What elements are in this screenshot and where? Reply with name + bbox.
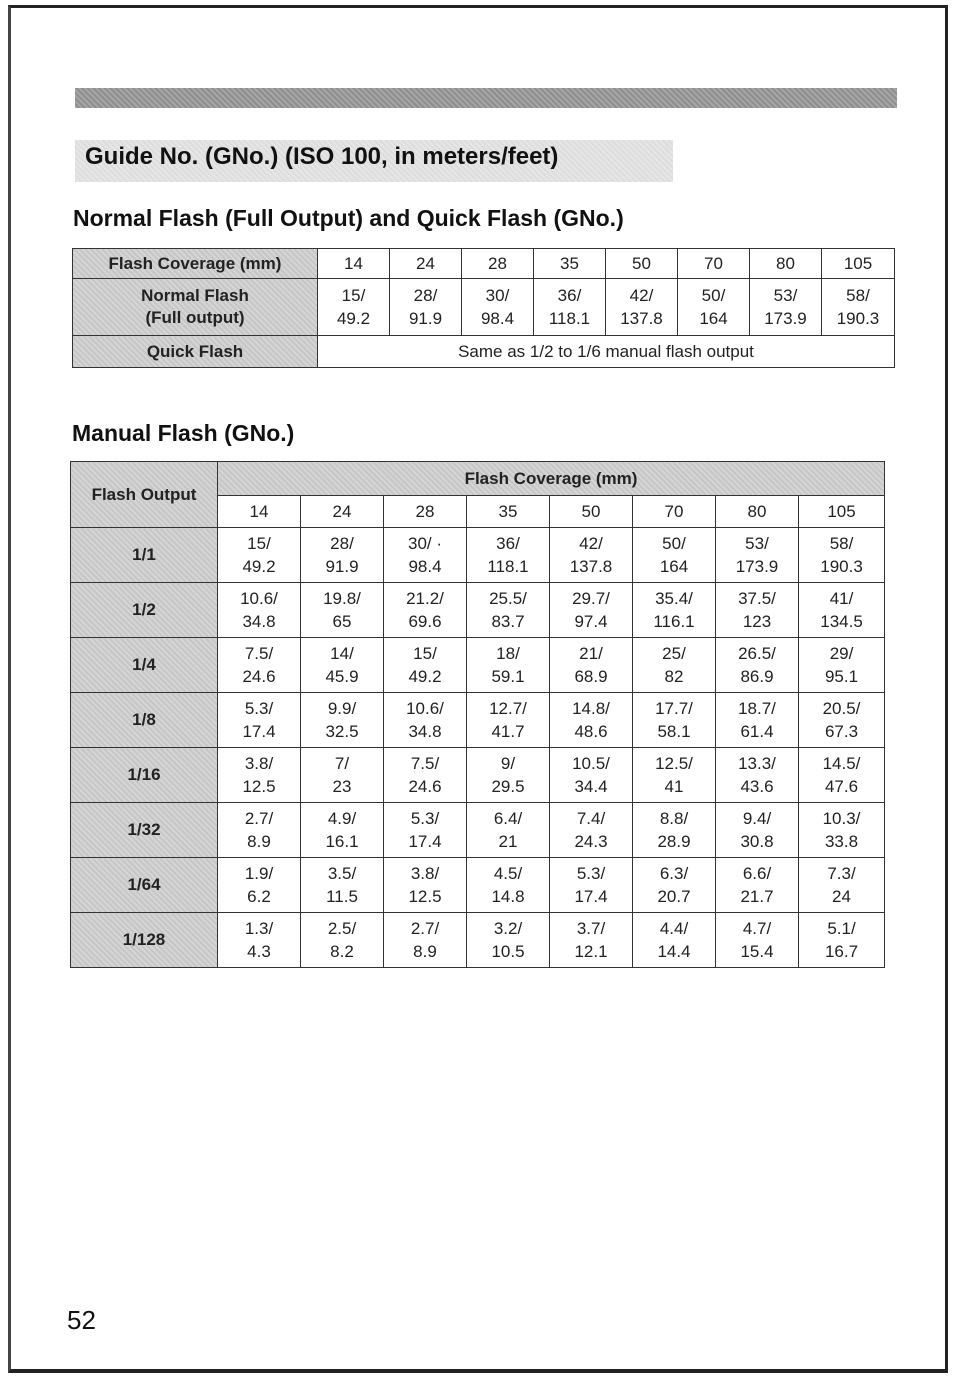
meters-value: 7.4/ (576, 809, 606, 828)
coverage-cell: 28 (462, 249, 534, 279)
feet-value: 67.3 (824, 722, 859, 741)
meters-value: 36/ (496, 534, 520, 553)
meters-value: 6.4/ (493, 809, 523, 828)
guide-number-cell (218, 913, 301, 968)
feet-value: 24.3 (574, 832, 608, 851)
feet-value: 86.9 (740, 667, 774, 686)
guide-number-cell (301, 913, 384, 968)
meters-value: 2.5/ (327, 919, 357, 938)
feet-value: 82 (664, 667, 684, 686)
meters-value: 19.8/ (323, 589, 361, 608)
guide-number-cell (799, 803, 885, 858)
coverage-cell: 28 (384, 496, 467, 528)
feet-value: 48.6 (574, 722, 608, 741)
guide-number-cell (550, 638, 633, 693)
meters-value: 9.4/ (742, 809, 772, 828)
table-row (71, 858, 885, 913)
meters-value: 3.7/ (576, 919, 606, 938)
guide-number-cell (716, 748, 799, 803)
feet-value: 65 (332, 612, 352, 631)
guide-number-cell (633, 638, 716, 693)
feet-value: 118.1 (487, 557, 529, 576)
guide-number-cell (218, 748, 301, 803)
feet-value: 43.6 (740, 777, 774, 796)
feet-value: 173.9 (735, 557, 779, 576)
meters-value: 10.5/ (572, 754, 610, 773)
quick-flash-row (73, 336, 895, 368)
meters-value: 30/ · (407, 534, 443, 553)
feet-value: 16.1 (325, 832, 359, 851)
guide-number-cell (716, 858, 799, 913)
feet-value: 116.1 (653, 612, 695, 631)
feet-value: 24.6 (242, 667, 276, 686)
feet-value: 4.3 (247, 942, 271, 961)
meters-value: 53/ (745, 534, 769, 553)
guide-number-cell (550, 748, 633, 803)
guide-number-cell (301, 858, 384, 913)
meters-value: 5.3/ (244, 699, 274, 718)
coverage-cell: 70 (678, 249, 750, 279)
guide-number-cell (799, 528, 885, 583)
guide-number-cell (218, 858, 301, 913)
meters-value: 5.3/ (410, 809, 440, 828)
flash-output-label: 1/1 (71, 528, 218, 583)
feet-value: 91.9 (408, 309, 443, 328)
guide-number-cell (218, 528, 301, 583)
meters-value: 3.5/ (327, 864, 357, 883)
table-row (71, 638, 885, 693)
meters-value: 36/ (557, 286, 582, 305)
meters-value: 12.5/ (655, 754, 693, 773)
manual-flash-table (70, 461, 885, 968)
feet-value: 68.9 (574, 667, 608, 686)
meters-value: 42/ (579, 534, 603, 553)
guide-number-cell (633, 858, 716, 913)
coverage-row (73, 249, 895, 279)
meters-value: 15/ (247, 534, 271, 553)
manual-header-row (71, 462, 885, 496)
coverage-cell: 50 (606, 249, 678, 279)
table-row (71, 583, 885, 638)
feet-value: 33.8 (824, 832, 859, 851)
guide-number-cell (301, 583, 384, 638)
meters-value: 4.4/ (659, 919, 689, 938)
meters-value: 42/ (629, 286, 654, 305)
guide-number-cell (467, 748, 550, 803)
guide-number-cell (384, 638, 467, 693)
guide-number-cell (218, 638, 301, 693)
guide-number-cell (633, 528, 716, 583)
guide-number-cell (462, 279, 534, 336)
meters-value: 37.5/ (738, 589, 776, 608)
feet-value: 11.5 (326, 887, 358, 906)
guide-number-cell (799, 693, 885, 748)
guide-number-cell (301, 528, 384, 583)
guide-number-cell (301, 638, 384, 693)
page-number: 52 (67, 1305, 96, 1335)
feet-value: 24.6 (408, 777, 442, 796)
meters-value: 2.7/ (244, 809, 274, 828)
page-title: Guide No. (GNo.) (ISO 100, in meters/feet) (85, 143, 559, 170)
guide-number-cell (218, 693, 301, 748)
header-bar (75, 88, 897, 108)
feet-value: 61.4 (740, 722, 774, 741)
guide-number-cell (633, 803, 716, 858)
meters-value: 10.6/ (240, 589, 278, 608)
feet-value: 8.2 (330, 942, 354, 961)
feet-value: 8.9 (413, 942, 437, 961)
feet-value: 17.4 (242, 722, 276, 741)
feet-value: 12.1 (574, 942, 608, 961)
feet-value: 47.6 (824, 777, 859, 796)
guide-number-cell (550, 528, 633, 583)
quick-flash-note: Same as 1/2 to 1/6 manual flash output (318, 336, 895, 368)
guide-number-cell (678, 279, 750, 336)
meters-value: 7.3/ (827, 864, 856, 883)
guide-number-cell (384, 913, 467, 968)
meters-value: 18/ (496, 644, 520, 663)
feet-value: 14.8 (491, 887, 525, 906)
feet-value: 6.2 (247, 887, 271, 906)
manual-flash-title: Manual Flash (GNo.) (72, 420, 295, 446)
quick-flash-label: Quick Flash (73, 336, 318, 368)
feet-value: 190.3 (836, 309, 880, 328)
feet-value: 24 (832, 887, 851, 906)
meters-value: 50/ (701, 286, 726, 305)
guide-number-cell (467, 913, 550, 968)
normal-flash-row (73, 279, 895, 336)
guide-number-cell (467, 583, 550, 638)
feet-value: 49.2 (336, 309, 371, 328)
meters-value: 35.4/ (655, 589, 693, 608)
feet-value: 49.2 (242, 557, 276, 576)
feet-value: 164 (659, 557, 689, 576)
meters-value: 10.6/ (406, 699, 444, 718)
meters-value: 17.7/ (655, 699, 693, 718)
guide-number-cell (218, 803, 301, 858)
feet-value: 34.4 (574, 777, 608, 796)
coverage-cell: 24 (301, 496, 384, 528)
meters-value: 4.5/ (493, 864, 523, 883)
meters-value: 15/ (341, 286, 366, 305)
meters-value: 7.5/ (244, 644, 274, 663)
guide-number-cell (384, 803, 467, 858)
feet-value: 190.3 (820, 557, 863, 576)
meters-value: 58/ (829, 534, 854, 553)
guide-number-cell (218, 583, 301, 638)
feet-value: 12.5 (408, 887, 442, 906)
guide-number-cell (750, 279, 822, 336)
guide-number-cell (550, 858, 633, 913)
meters-value: 41/ (829, 589, 854, 608)
guide-number-cell (716, 583, 799, 638)
guide-number-cell (384, 748, 467, 803)
guide-number-cell (550, 693, 633, 748)
guide-number-cell (606, 279, 678, 336)
table-row (71, 748, 885, 803)
guide-number-cell (318, 279, 390, 336)
guide-number-cell (716, 528, 799, 583)
meters-value: 53/ (773, 286, 798, 305)
flash-output-label: 1/2 (71, 583, 218, 638)
flash-output-label: 1/64 (71, 858, 218, 913)
feet-value: 134.5 (820, 612, 863, 631)
coverage-cell: 105 (799, 496, 885, 528)
meters-value: 3.2/ (493, 919, 523, 938)
guide-number-cell (550, 803, 633, 858)
meters-value: 58/ (846, 286, 870, 305)
meters-value: 12.7/ (489, 699, 527, 718)
feet-value: 137.8 (569, 557, 613, 576)
meters-value: 13.3/ (738, 754, 776, 773)
feet-value: 32.5 (325, 722, 359, 741)
guide-number-cell (467, 528, 550, 583)
meters-value: 28/ (413, 286, 438, 305)
meters-value: 14/ (330, 644, 354, 663)
guide-number-cell (301, 803, 384, 858)
meters-value: 2.7/ (410, 919, 440, 938)
meters-value: 1.9/ (244, 864, 274, 883)
feet-value: 12.5 (242, 777, 276, 796)
flash-output-header: Flash Output (71, 462, 218, 528)
guide-number-cell (384, 528, 467, 583)
guide-number-cell (822, 279, 895, 336)
feet-value: 41 (664, 777, 684, 796)
feet-value: 17.4 (574, 887, 608, 906)
coverage-cell: 14 (318, 249, 390, 279)
meters-value: 7/ (334, 754, 350, 773)
feet-value: 45.9 (325, 667, 359, 686)
table-row (71, 693, 885, 748)
normal-flash-label: Normal Flash (Full output) (73, 279, 318, 336)
feet-value: 59.1 (491, 667, 525, 686)
feet-value: 10.5 (491, 942, 525, 961)
meters-value: 29/ (829, 644, 854, 663)
guide-number-cell (633, 748, 716, 803)
feet-value: 91.9 (325, 557, 359, 576)
feet-value: 16.7 (824, 942, 859, 961)
guide-number-cell (633, 583, 716, 638)
flash-output-label: 1/32 (71, 803, 218, 858)
guide-number-cell (467, 858, 550, 913)
guide-number-cell (799, 583, 885, 638)
guide-number-cell (799, 748, 885, 803)
guide-number-cell (716, 803, 799, 858)
coverage-cell: 105 (822, 249, 895, 279)
feet-value: 34.8 (408, 722, 442, 741)
meters-value: 8.8/ (659, 809, 689, 828)
guide-number-cell (301, 693, 384, 748)
feet-value: 15.4 (740, 942, 774, 961)
guide-number-cell (799, 638, 885, 693)
meters-value: 9.9/ (327, 699, 357, 718)
guide-number-cell (716, 693, 799, 748)
guide-number-cell (384, 583, 467, 638)
meters-value: 21/ (579, 644, 603, 663)
coverage-cell: 80 (716, 496, 799, 528)
meters-value: 4.9/ (327, 809, 357, 828)
meters-value: 28/ (330, 534, 354, 553)
guide-number-cell (467, 803, 550, 858)
meters-value: 3.8/ (244, 754, 274, 773)
feet-value: 98.4 (408, 557, 442, 576)
meters-value: 5.1/ (827, 919, 856, 938)
normal-flash-table (72, 248, 895, 368)
coverage-cell: 14 (218, 496, 301, 528)
feet-value: 29.5 (491, 777, 525, 796)
feet-value: 137.8 (620, 309, 663, 328)
meters-value: 6.6/ (742, 864, 772, 883)
feet-value: 14.4 (657, 942, 691, 961)
meters-value: 50/ (662, 534, 686, 553)
coverage-cell: 35 (534, 249, 606, 279)
guide-number-cell (550, 913, 633, 968)
table-row (71, 528, 885, 583)
meters-value: 5.3/ (576, 864, 606, 883)
feet-value: 8.9 (247, 832, 271, 851)
guide-number-cell (633, 693, 716, 748)
meters-value: 20.5/ (822, 699, 861, 718)
feet-value: 97.4 (574, 612, 608, 631)
meters-value: 29.7/ (572, 589, 610, 608)
feet-value: 173.9 (764, 309, 807, 328)
meters-value: 9/ (500, 754, 516, 773)
meters-value: 15/ (413, 644, 437, 663)
feet-value: 49.2 (408, 667, 442, 686)
feet-value: 164 (699, 309, 728, 328)
flash-output-label: 1/4 (71, 638, 218, 693)
guide-number-cell (550, 583, 633, 638)
feet-value: 83.7 (491, 612, 525, 631)
guide-number-cell (467, 638, 550, 693)
meters-value: 14.5/ (822, 754, 861, 773)
coverage-label: Flash Coverage (mm) (73, 249, 318, 279)
table-row (71, 803, 885, 858)
feet-value: 21.7 (740, 887, 774, 906)
feet-value: 118.1 (548, 309, 591, 328)
meters-value: 26.5/ (738, 644, 776, 663)
meters-value: 21.2/ (406, 589, 444, 608)
feet-value: 17.4 (408, 832, 442, 851)
feet-value: 69.6 (408, 612, 442, 631)
meters-value: 6.3/ (659, 864, 689, 883)
guide-number-cell (534, 279, 606, 336)
flash-output-label: 1/128 (71, 913, 218, 968)
meters-value: 4.7/ (742, 919, 772, 938)
normal-flash-title: Normal Flash (Full Output) and Quick Flash (GNo.) (73, 205, 624, 231)
guide-number-cell (384, 693, 467, 748)
feet-value: 21 (498, 832, 518, 851)
table-row (71, 913, 885, 968)
guide-number-cell (301, 748, 384, 803)
meters-value: 25/ (662, 644, 686, 663)
coverage-cell: 70 (633, 496, 716, 528)
feet-value: 34.8 (242, 612, 276, 631)
meters-value: 18.7/ (738, 699, 776, 718)
guide-number-cell (390, 279, 462, 336)
flash-coverage-header: Flash Coverage (mm) (218, 462, 885, 496)
meters-value: 10.3/ (822, 809, 861, 828)
feet-value: 95.1 (824, 667, 859, 686)
coverage-cell: 50 (550, 496, 633, 528)
meters-value: 3.8/ (410, 864, 440, 883)
feet-value: 98.4 (480, 309, 515, 328)
guide-number-cell (799, 858, 885, 913)
flash-output-label: 1/16 (71, 748, 218, 803)
feet-value: 58.1 (657, 722, 691, 741)
coverage-cell: 80 (750, 249, 822, 279)
feet-value: 41.7 (491, 722, 525, 741)
guide-number-cell (716, 913, 799, 968)
flash-output-label: 1/8 (71, 693, 218, 748)
guide-number-cell (633, 913, 716, 968)
guide-number-cell (384, 858, 467, 913)
feet-value: 20.7 (657, 887, 691, 906)
feet-value: 123 (742, 612, 772, 631)
meters-value: 7.5/ (410, 754, 440, 773)
meters-value: 25.5/ (489, 589, 527, 608)
guide-number-cell (467, 693, 550, 748)
meters-value: 30/ (485, 286, 510, 305)
guide-number-cell (716, 638, 799, 693)
feet-value: 23 (332, 777, 352, 796)
meters-value: 1.3/ (244, 919, 274, 938)
coverage-cell: 24 (390, 249, 462, 279)
guide-number-cell (799, 913, 885, 968)
coverage-cell: 35 (467, 496, 550, 528)
feet-value: 30.8 (740, 832, 774, 851)
meters-value: 14.8/ (572, 699, 610, 718)
feet-value: 28.9 (657, 832, 691, 851)
